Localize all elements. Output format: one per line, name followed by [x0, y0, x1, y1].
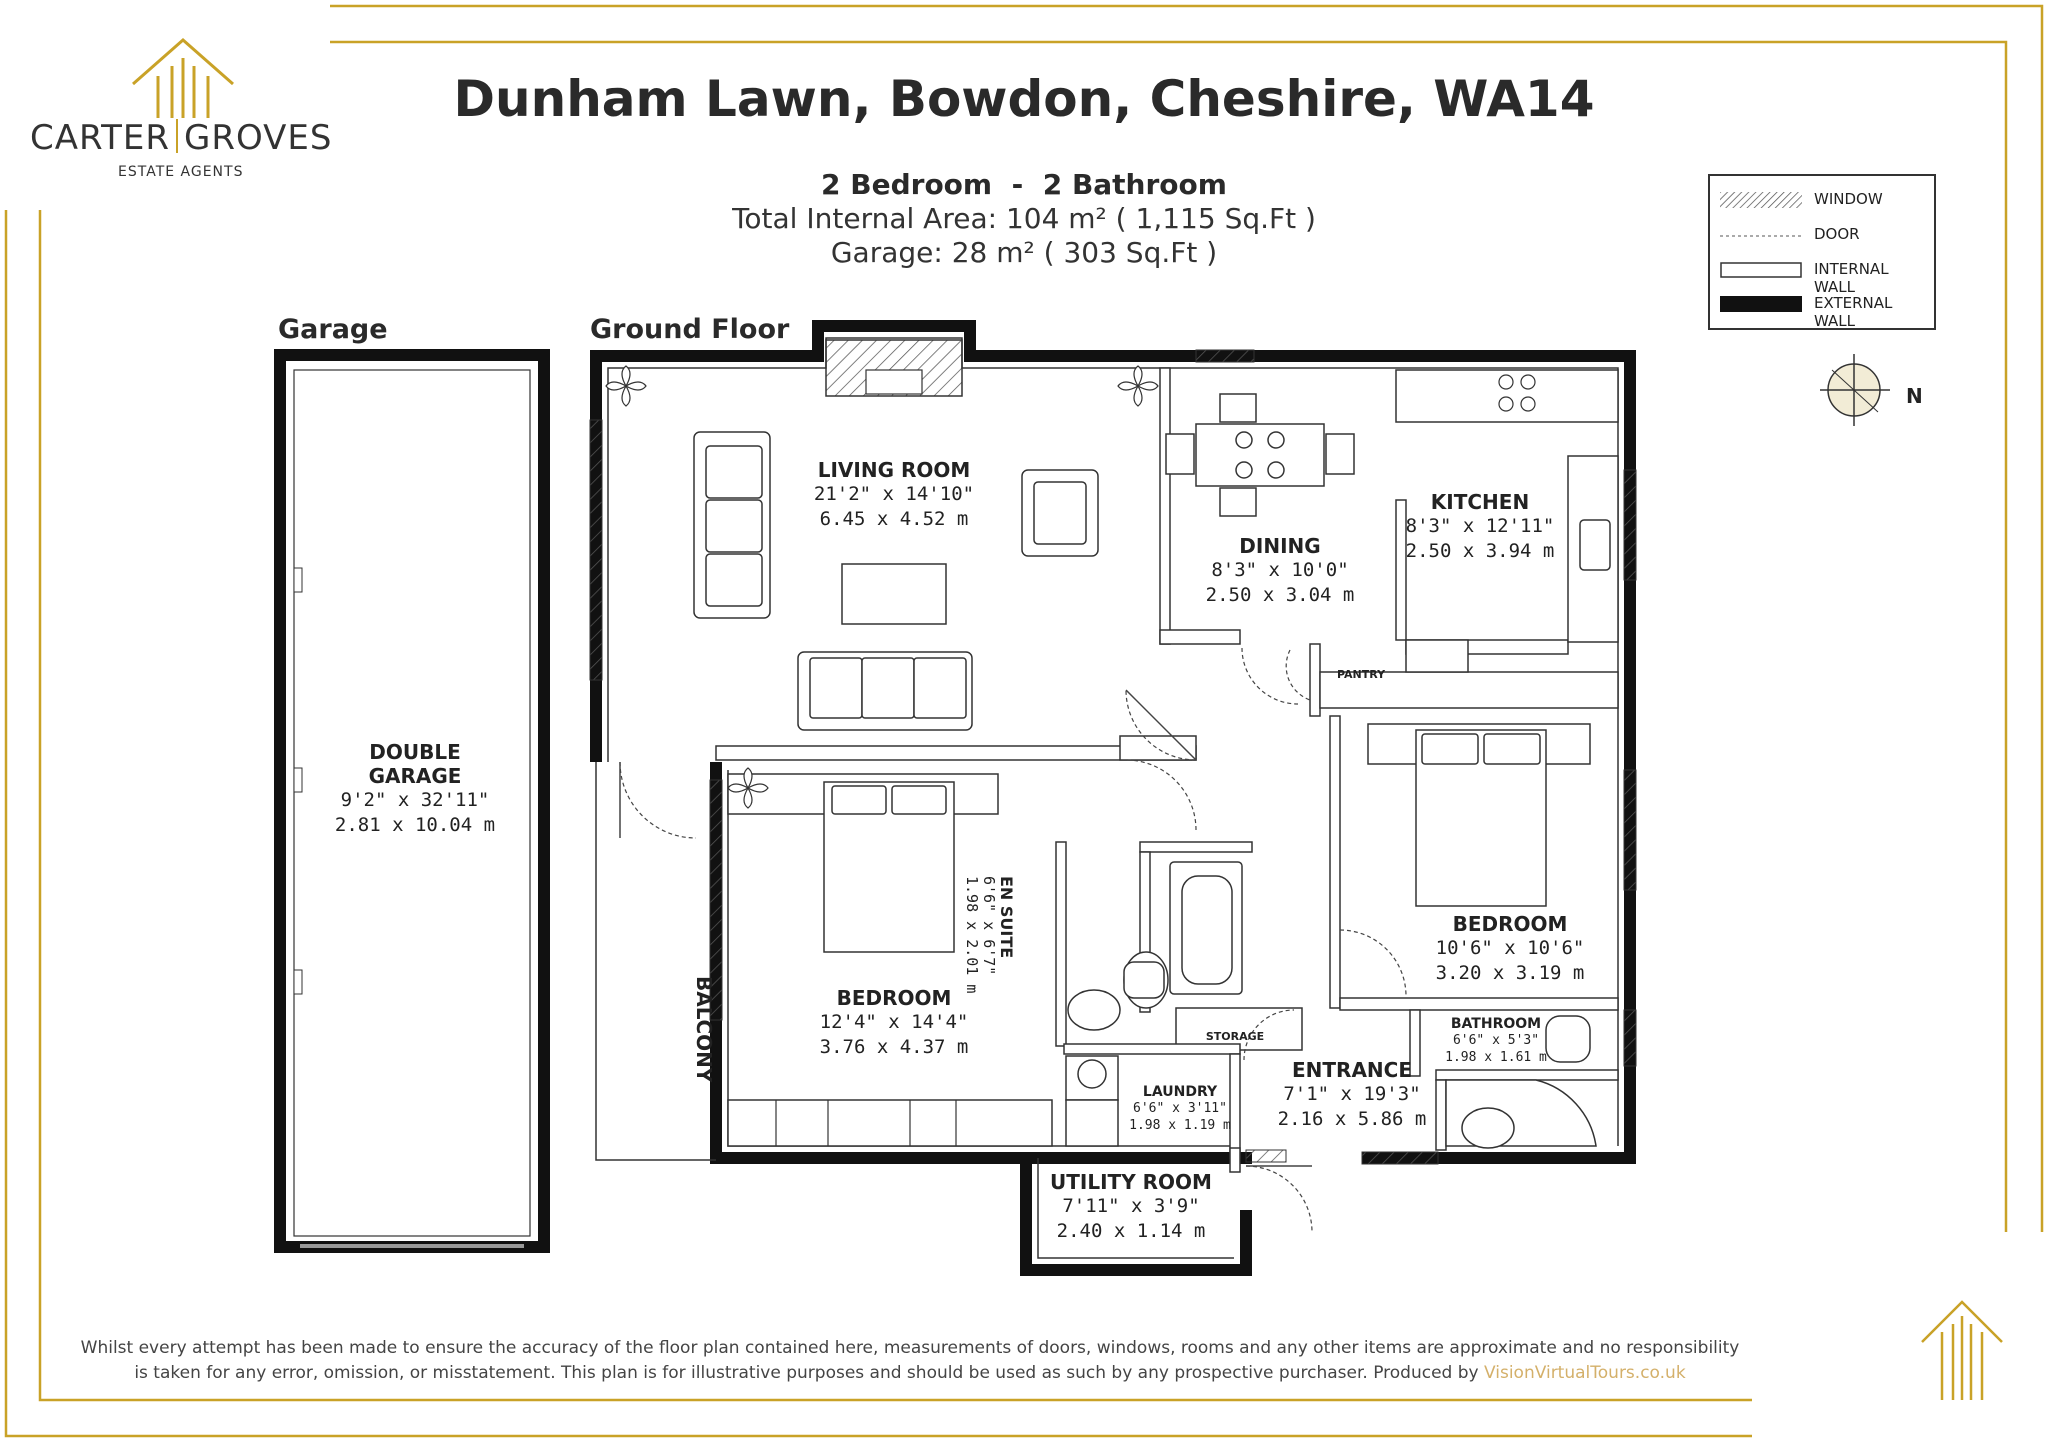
room-name: DINING [1239, 534, 1321, 558]
room-en-suite [963, 876, 1016, 1046]
disclaimer [60, 1336, 1760, 1386]
room-name: BEDROOM [836, 986, 952, 1010]
legend-label: DOOR [1814, 225, 1860, 243]
disclaimer-line-1: Whilst every attempt has been made to ensure the accuracy of the floor plan contained here, measurements of doors, windows, rooms and any other items are approximate and no responsibility [80, 1338, 1740, 1358]
room-pantry: PANTRY [1336, 668, 1386, 681]
room-dimensions-metric: 6.45 x 4.52 m [819, 508, 969, 530]
room-dimensions-imperial: 12'4" x 14'4" [819, 1011, 969, 1033]
room-bathroom [1436, 1016, 1556, 1066]
room-dimensions-imperial: 10'6" x 10'6" [1435, 937, 1585, 959]
room-dimensions-metric: 2.16 x 5.86 m [1277, 1108, 1427, 1130]
room-dimensions-imperial: 6'6" x 6'7" [980, 876, 998, 976]
room-double-garage [290, 740, 540, 838]
producer-link[interactable]: VisionVirtualTours.co.uk [1483, 1363, 1686, 1383]
room-name: BATHROOM [1450, 1016, 1542, 1032]
room-name: GARAGE [368, 764, 462, 788]
legend-label: WINDOW [1814, 190, 1883, 208]
total-area: Total Internal Area: 104 m² ( 1,115 Sq.Ft ) [732, 202, 1316, 235]
room-dimensions-metric: 2.50 x 3.94 m [1405, 540, 1555, 562]
room-name: EN SUITE [997, 876, 1016, 959]
room-dimensions-imperial: 7'1" x 19'3" [1283, 1083, 1421, 1105]
room-dimensions-metric: 3.76 x 4.37 m [819, 1036, 969, 1058]
brand-tagline: ESTATE AGENTS [118, 164, 244, 180]
room-name: KITCHEN [1430, 490, 1530, 514]
legend-label: EXTERNAL WALL [1814, 294, 1893, 330]
room-dimensions-imperial: 21'2" x 14'10" [813, 483, 975, 505]
room-dimensions-metric: 2.40 x 1.14 m [1056, 1220, 1206, 1242]
room-dimensions-metric: 3.20 x 3.19 m [1435, 962, 1585, 984]
room-balcony: BALCONY [692, 976, 716, 1083]
disclaimer-line-2: is taken for any error, omission, or misstatement. This plan is for illustrative purposes and should be used as such by any prospective purchaser. Produced by [134, 1363, 1484, 1383]
room-dimensions-metric: 1.98 x 2.01 m [963, 876, 981, 994]
room-dimensions-metric: 2.50 x 3.04 m [1205, 584, 1355, 606]
room-dining [1180, 534, 1380, 608]
room-dimensions-metric: 2.81 x 10.04 m [334, 814, 496, 836]
room-dimensions-metric: 1.98 x 1.61 m [1445, 1050, 1547, 1065]
room-dimensions-metric: 1.98 x 1.19 m [1129, 1118, 1231, 1133]
room-name: UTILITY ROOM [1050, 1170, 1212, 1194]
room-kitchen [1380, 490, 1580, 564]
room-dimensions-imperial: 9'2" x 32'11" [340, 789, 490, 811]
room-name: BEDROOM [1452, 912, 1568, 936]
room-name: LIVING ROOM [817, 458, 971, 482]
compass-north-label: N [1906, 384, 1923, 408]
ground-floor-section-label: Ground Floor [590, 314, 790, 345]
room-storage: STORAGE [1205, 1030, 1265, 1043]
room-name: ENTRANCE [1292, 1058, 1412, 1082]
brand-name: CARTER GROVES [30, 118, 333, 158]
room-name: DOUBLE [369, 740, 461, 764]
room-laundry [1120, 1084, 1240, 1134]
room-living-room [774, 458, 1014, 532]
garage-area: Garage: 28 m² ( 303 Sq.Ft ) [830, 236, 1218, 269]
page-title: Dunham Lawn, Bowdon, Cheshire, WA14 [453, 70, 1595, 128]
bedroom-bathroom-count: 2 Bedroom - 2 Bathroom [821, 168, 1227, 201]
legend-label: INTERNAL WALL [1814, 260, 1889, 296]
room-dimensions-imperial: 6'6" x 5'3" [1452, 1033, 1540, 1048]
room-entrance [1262, 1058, 1442, 1132]
room-dimensions-imperial: 7'11" x 3'9" [1062, 1195, 1200, 1217]
room-bedroom-2 [1410, 912, 1610, 986]
room-dimensions-imperial: 8'3" x 12'11" [1405, 515, 1555, 537]
room-utility-room [1036, 1170, 1226, 1244]
garage-section-label: Garage [278, 314, 388, 345]
room-dimensions-imperial: 8'3" x 10'0" [1211, 559, 1349, 581]
room-dimensions-imperial: 6'6" x 3'11" [1133, 1101, 1227, 1116]
room-name: LAUNDRY [1142, 1084, 1218, 1100]
